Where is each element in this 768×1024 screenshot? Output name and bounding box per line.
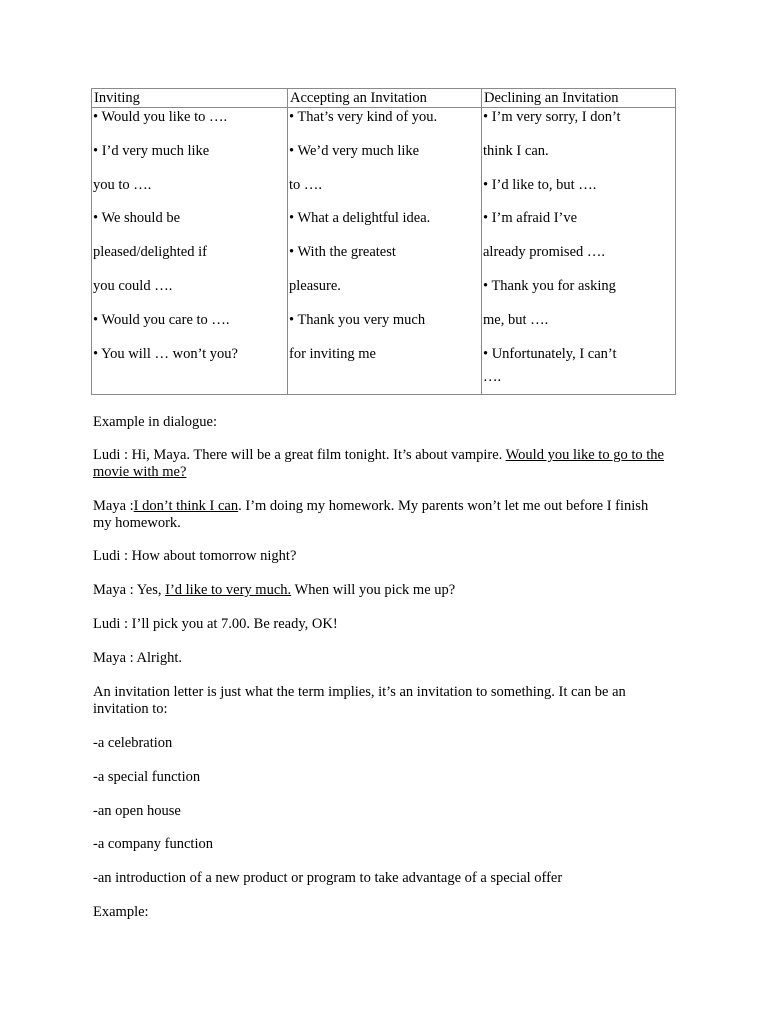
- dialogue-line-ludi-3: Ludi : I’ll pick you at 7.00. Be ready, OK!: [93, 616, 338, 632]
- declining-line: ….: [483, 369, 502, 385]
- accepting-line: • With the greatest: [289, 244, 396, 260]
- inviting-line: • I’d very much like: [93, 143, 210, 159]
- invitation-expressions-table: [91, 88, 676, 395]
- accepting-phrase: I’d like to very much.: [165, 582, 292, 598]
- inviting-line: pleased/delighted if: [93, 244, 207, 260]
- invitation-letter-paragraph: An invitation letter is just what the term implies, it’s an invitation to something. It can be an invitation to:: [93, 684, 626, 717]
- list-item: -a celebration: [93, 735, 173, 751]
- speaker-label: Ludi :: [93, 447, 132, 463]
- example-heading: Example in dialogue:: [93, 414, 218, 430]
- accepting-line: for inviting me: [289, 346, 376, 362]
- declining-header: Declining an Invitation: [482, 89, 675, 108]
- accepting-line: • Thank you very much: [289, 312, 426, 328]
- list-item: -a company function: [93, 836, 213, 852]
- example-label: Example:: [93, 904, 149, 920]
- declining-phrase: I don’t think I can: [133, 498, 239, 514]
- declining-line: • I’m afraid I’ve: [483, 210, 578, 226]
- accepting-line: • What a delightful idea.: [289, 210, 431, 226]
- dialogue-line-maya-3: Maya : Alright.: [93, 650, 183, 666]
- inviting-line: you could ….: [93, 278, 173, 294]
- accepting-header: Accepting an Invitation: [288, 89, 481, 108]
- inviting-line: you to ….: [93, 177, 152, 193]
- declining-line: • Unfortunately, I can’t: [483, 346, 617, 362]
- declining-line: • Thank you for asking: [483, 278, 616, 294]
- accepting-column: [288, 89, 482, 394]
- accepting-line: to ….: [289, 177, 323, 193]
- declining-column: [482, 89, 675, 394]
- accepting-line: • We’d very much like: [289, 143, 420, 159]
- invitation-phrase: Would you like to go to the movie with me?: [93, 447, 664, 480]
- inviting-line: • Would you like to ….: [93, 109, 228, 125]
- dialogue-line-maya-1: [93, 498, 663, 532]
- dialogue-line-ludi-2: Ludi : How about tomorrow night?: [93, 548, 297, 564]
- inviting-line: • Would you care to ….: [93, 312, 230, 328]
- declining-line: think I can.: [483, 143, 549, 159]
- inviting-line: • We should be: [93, 210, 181, 226]
- accepting-line: pleasure.: [289, 278, 341, 294]
- dialogue-text: When will you pick me up?: [291, 582, 456, 598]
- dialogue-text: Hi, Maya. There will be a great film tonight. It’s about vampire.: [131, 447, 506, 463]
- declining-line: • I’m very sorry, I don’t: [483, 109, 621, 125]
- inviting-column: [92, 89, 288, 394]
- inviting-line: • You will … won’t you?: [93, 346, 238, 362]
- dialogue-line-maya-2: [93, 582, 683, 599]
- list-item: -a special function: [93, 769, 201, 785]
- dialogue-line-ludi-1: [93, 447, 683, 481]
- list-item: -an open house: [93, 803, 181, 819]
- declining-line: already promised ….: [483, 244, 606, 260]
- inviting-header: Inviting: [92, 89, 287, 108]
- declining-line: me, but ….: [483, 312, 549, 328]
- speaker-label: Maya : Yes,: [93, 582, 166, 598]
- dialogue-text: . I’m doing my homework. My parents won’t let me out before I finish my homework.: [93, 498, 649, 531]
- speaker-label: Maya :: [93, 498, 134, 514]
- declining-line: • I’d like to, but ….: [483, 177, 597, 193]
- list-item: -an introduction of a new product or program to take advantage of a special offer: [93, 870, 563, 886]
- accepting-line: • That’s very kind of you.: [289, 109, 438, 125]
